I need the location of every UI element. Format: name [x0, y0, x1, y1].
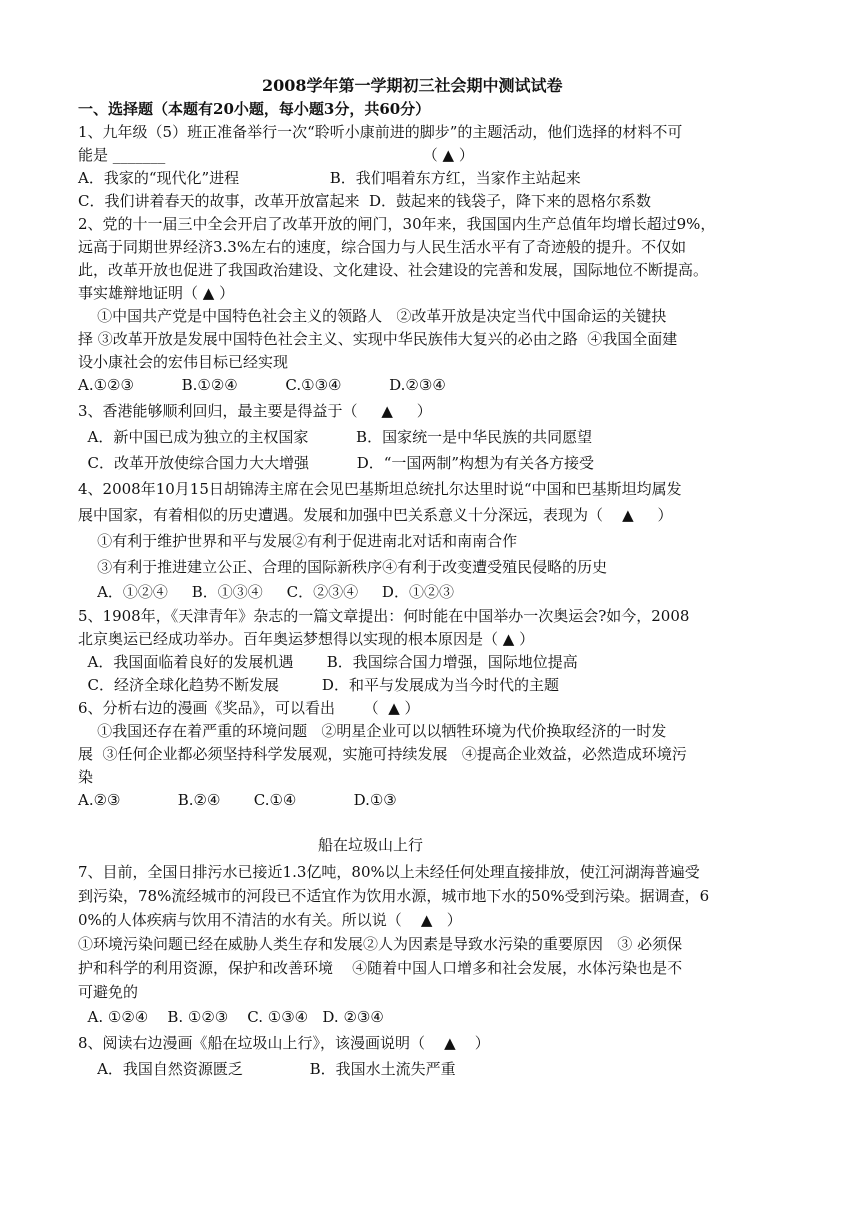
- q5-line2: 北京奥运已经成功举办。百年奥运梦想得以实现的根本原因是（ ▲ ）: [78, 630, 535, 648]
- q7-options: A. ①②④ B. ①②③ C. ①③④ D. ②③④: [78, 1008, 384, 1026]
- q7-line2: 到污染，78%流经城市的河段已不适宜作为饮用水源，城市地下水的50%受到污染。据调查，6: [78, 887, 710, 905]
- q2-line7: 设小康社会的宏伟目标已经实现: [78, 353, 289, 371]
- q1-stem-line2: 能是 _______ （ ▲ ）: [78, 146, 474, 164]
- q5-line1: 5、1908年，《天津青年》杂志的一篇文章提出：何时能在中国举办一次奥运会?如今，2008: [78, 607, 690, 625]
- q2-line2: 远高于同期世界经济3.3%左右的速度，综合国力与人民生活水平有了奇迹般的提升。不仅如: [78, 238, 687, 256]
- q2-options: A.①②③ B.①②④ C.①③④ D.②③④: [78, 376, 446, 394]
- q4-options: A．①②④ B．①③④ C．②③④ D．①②③: [78, 583, 454, 601]
- q2-line4: 事实雄辩地证明（ ▲ ）: [78, 284, 235, 302]
- section-heading: 一、选择题（本题有20小题，每小题3分，共60分）: [78, 100, 431, 118]
- q1-options-ab: A．我家的“现代化”进程 B．我们唱着东方红，当家作主站起来: [78, 169, 581, 187]
- q4-line1: 4、2008年10月15日胡锦涛主席在会见巴基斯坦总统扎尔达里时说“中国和巴基斯坦均属发: [78, 480, 682, 498]
- q8-stem: 8、阅读右边漫画《船在垃圾山上行》，该漫画说明（ ▲ ）: [78, 1034, 490, 1052]
- q4-line2: 展中国家，有着相似的历史遭遇。发展和加强中巴关系意义十分深远，表现为（ ▲ ）: [78, 506, 673, 524]
- q5-options-cd: C．经济全球化趋势不断发展 D．和平与发展成为当今时代的主题: [78, 676, 559, 694]
- q3-options-ab: A．新中国已成为独立的主权国家 B．国家统一是中华民族的共同愿望: [78, 428, 593, 446]
- q2-line3: 此，改革开放也促进了我国政治建设、文化建设、社会建设的完善和发展，国际地位不断提高。: [78, 261, 709, 279]
- q6-line3: 展 ③任何企业都必须坚持科学发展观，实施可持续发展 ④提高企业效益，必然造成环境污: [78, 745, 687, 763]
- q6-stem: 6、分析右边的漫画《奖品》，可以看出 （ ▲ ）: [78, 699, 420, 717]
- q6-options: A.②③ B.②④ C.①④ D.①③: [78, 791, 397, 809]
- q5-options-ab: A．我国面临着良好的发展机遇 B．我国综合国力增强，国际地位提高: [78, 653, 578, 671]
- q3-stem: 3、香港能够顺利回归，最主要是得益于（ ▲ ）: [78, 402, 432, 420]
- q1-options-cd: C．我们讲着春天的故事，改革开放富起来 D．鼓起来的钱袋子，降下来的恩格尔系数: [78, 192, 652, 210]
- q7-line3: 0%的人体疾病与饮用不清洁的水有关。所以说（ ▲ ）: [78, 911, 462, 929]
- cartoon-caption: 船在垃圾山上行: [318, 836, 424, 854]
- q6-line4: 染: [78, 768, 94, 786]
- q1-stem-line1: 1、九年级（5）班正准备举行一次“聆听小康前进的脚步”的主题活动，他们选择的材料不可: [78, 123, 683, 141]
- q7-line5: 护和科学的利用资源，保护和改善环境 ④随着中国人口增多和社会发展，水体污染也是不: [78, 959, 683, 977]
- q8-options-ab: A．我国自然资源匮乏 B．我国水土流失严重: [78, 1060, 456, 1078]
- q4-line4: ③有利于推进建立公正、合理的国际新秩序④有利于改变遭受殖民侵略的历史: [78, 558, 608, 576]
- q6-line2: ①我国还存在着严重的环境问题 ②明星企业可以以牺牲环境为代价换取经济的一时发: [78, 722, 667, 740]
- q7-line1: 7、目前，全国日排污水已接近1.3亿吨，80%以上未经任何处理直接排放，使江河湖海普遍受: [78, 863, 700, 881]
- q7-line6: 可避免的: [78, 983, 139, 1001]
- q2-line5: ①中国共产党是中国特色社会主义的领路人 ②改革开放是决定当代中国命运的关键抉: [78, 307, 667, 325]
- q7-line4: ①环境污染问题已经在威胁人类生存和发展②人为因素是导致水污染的重要原因 ③ 必须保: [78, 935, 683, 953]
- q3-options-cd: C．改革开放使综合国力大大增强 D．“一国两制”构想为有关各方接受: [78, 454, 595, 472]
- q2-line1: 2、党的十一届三中全会开启了改革开放的闸门，30年来，我国国内生产总值年均增长超过9%，: [78, 215, 716, 233]
- q2-line6: 择 ③改革开放是发展中国特色社会主义、实现中华民族伟大复兴的必由之路 ④我国全面建: [78, 330, 678, 348]
- exam-title: 2008学年第一学期初三社会期中测试试卷: [262, 76, 563, 95]
- q4-line3: ①有利于维护世界和平与发展②有利于促进南北对话和南南合作: [78, 532, 518, 550]
